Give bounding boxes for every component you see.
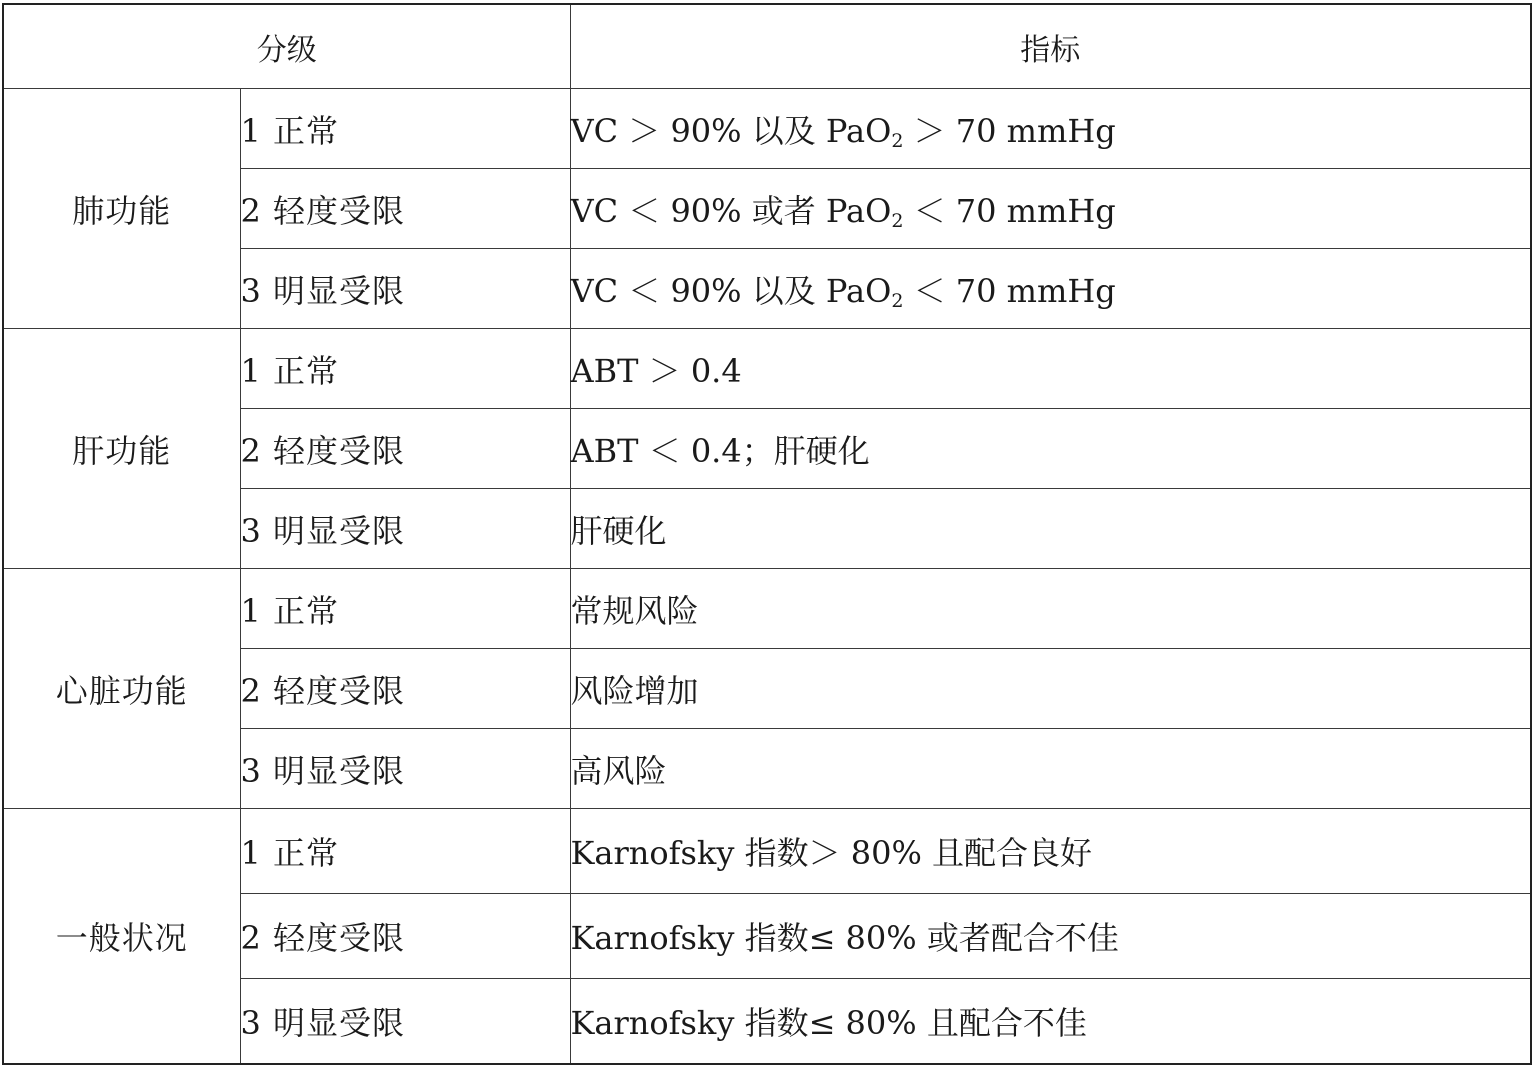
- header-indicator: 指标: [570, 4, 1531, 89]
- indicator-cell: ABT ＜ 0.4；肝硬化: [570, 409, 1531, 489]
- table-row: [3, 809, 1531, 894]
- indicator-cell: 肝硬化: [570, 489, 1531, 569]
- level-cell: 3 明显受限: [240, 489, 570, 569]
- category-general: 一般状况: [3, 809, 240, 1065]
- indicator-cell: VC ＜ 90% 或者 PaO$_2$ ＜ 70 mmHg: [570, 169, 1531, 249]
- level-cell: 2 轻度受限: [240, 894, 570, 979]
- level-cell: 1 正常: [240, 809, 570, 894]
- level-cell: 1 正常: [240, 89, 570, 169]
- grading-table: [2, 3, 1532, 1065]
- table-row: [3, 89, 1531, 169]
- category-liver: 肝功能: [3, 329, 240, 569]
- level-cell: 3 明显受限: [240, 979, 570, 1065]
- level-cell: 2 轻度受限: [240, 649, 570, 729]
- level-cell: 2 轻度受限: [240, 169, 570, 249]
- level-cell: 2 轻度受限: [240, 409, 570, 489]
- indicator-cell: 高风险: [570, 729, 1531, 809]
- level-cell: 1 正常: [240, 569, 570, 649]
- indicator-cell: VC ＞ 90% 以及 PaO$_2$ ＞ 70 mmHg: [570, 89, 1531, 169]
- indicator-cell: 常规风险: [570, 569, 1531, 649]
- indicator-cell: ABT ＞ 0.4: [570, 329, 1531, 409]
- header-grade: 分级: [3, 4, 570, 89]
- header-row: [3, 4, 1531, 89]
- indicator-cell: Karnofsky 指数＞ 80% 且配合良好: [570, 809, 1531, 894]
- indicator-cell: Karnofsky 指数≤ 80% 且配合不佳: [570, 979, 1531, 1065]
- category-heart: 心脏功能: [3, 569, 240, 809]
- table-row: [3, 329, 1531, 409]
- table-row: [3, 569, 1531, 649]
- indicator-cell: Karnofsky 指数≤ 80% 或者配合不佳: [570, 894, 1531, 979]
- level-cell: 3 明显受限: [240, 249, 570, 329]
- indicator-cell: VC ＜ 90% 以及 PaO$_2$ ＜ 70 mmHg: [570, 249, 1531, 329]
- level-cell: 1 正常: [240, 329, 570, 409]
- level-cell: 3 明显受限: [240, 729, 570, 809]
- category-lung: 肺功能: [3, 89, 240, 329]
- indicator-cell: 风险增加: [570, 649, 1531, 729]
